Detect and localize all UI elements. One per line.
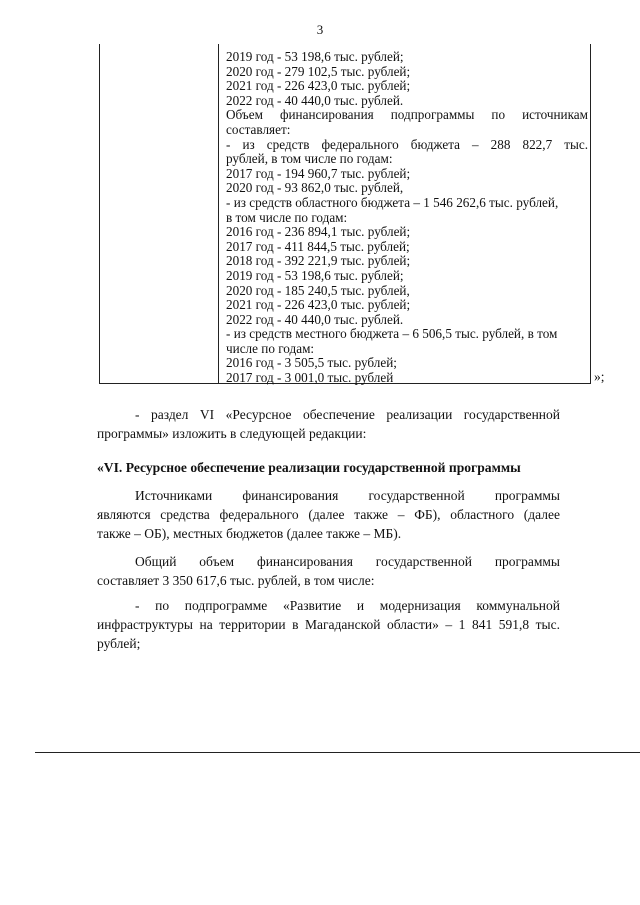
paragraph-subprogram xyxy=(97,596,560,653)
table-line: в том числе по годам: xyxy=(226,209,348,225)
paragraph-total xyxy=(97,552,560,590)
paragraph-line: - по подпрограмме «Развитие и модернизация коммунальной xyxy=(135,598,560,613)
table-line: - из средств местного бюджета – 6 506,5 тыс. рублей, в том xyxy=(226,326,558,342)
table-line: - из средств областного бюджета – 1 546 262,6 тыс. рублей, xyxy=(226,194,559,210)
paragraph-line: являются средства федерального (далее также – ФБ), областного (далее xyxy=(97,507,560,522)
table-line: 2020 год - 93 862,0 тыс. рублей, xyxy=(226,180,404,196)
table-line: составляет: xyxy=(226,121,291,137)
paragraph-sources xyxy=(97,486,560,543)
table-line: 2021 год - 226 423,0 тыс. рублей; xyxy=(226,297,411,313)
table-line: 2017 год - 194 960,7 тыс. рублей; xyxy=(226,165,411,181)
paragraph-line: также – ОБ), местных бюджетов (далее также – МБ). xyxy=(97,526,402,541)
table-line: числе по годам: xyxy=(226,340,315,356)
table-column-divider xyxy=(218,44,219,383)
closing-quote: »; xyxy=(594,369,605,384)
table-line: 2019 год - 53 198,6 тыс. рублей; xyxy=(226,267,404,283)
table-line: рублей, в том числе по годам: xyxy=(226,151,393,167)
table-line: Объем финансирования подпрограммы по источникам xyxy=(226,107,588,123)
table-line: 2016 год - 3 505,5 тыс. рублей; xyxy=(226,355,397,371)
paragraph-line: инфраструктуры на территории в Магаданской области» – 1 841 591,8 тыс. xyxy=(97,617,560,632)
paragraph-section-instruction xyxy=(97,405,560,443)
table-line: 2020 год - 279 102,5 тыс. рублей; xyxy=(226,63,411,79)
table-line: 2017 год - 411 844,5 тыс. рублей; xyxy=(226,238,410,254)
page-number: 3 xyxy=(316,22,324,37)
table-line: 2019 год - 53 198,6 тыс. рублей; xyxy=(226,49,404,64)
table-line: 2021 год - 226 423,0 тыс. рублей; xyxy=(226,78,411,94)
table-line: 2020 год - 185 240,5 тыс. рублей, xyxy=(226,282,410,298)
paragraph-line: рублей; xyxy=(97,636,141,651)
table-line: 2017 год - 3 001,0 тыс. рублей xyxy=(226,370,394,386)
table-line: 2018 год - 392 221,9 тыс. рублей; xyxy=(226,253,411,269)
paragraph-line: - раздел VI «Ресурсное обеспечение реализации государственной xyxy=(135,407,560,422)
table-line: - из средств федерального бюджета – 288 822,7 тыс. xyxy=(226,136,588,152)
section-heading: «VI. Ресурсное обеспечение реализации государственной программы xyxy=(97,460,521,475)
paragraph-line: Общий объем финансирования государственной программы xyxy=(135,554,560,569)
table-line: 2016 год - 236 894,1 тыс. рублей; xyxy=(226,224,411,240)
paragraph-line: составляет 3 350 617,6 тыс. рублей, в том числе: xyxy=(97,573,375,588)
page-bottom-rule xyxy=(35,752,640,753)
table-line: 2022 год - 40 440,0 тыс. рублей. xyxy=(226,311,404,327)
table-cell-financing xyxy=(226,50,588,386)
paragraph-line: программы» изложить в следующей редакции: xyxy=(97,426,367,441)
paragraph-line: Источниками финансирования государственной программы xyxy=(135,488,560,503)
financing-table xyxy=(99,44,591,384)
table-line: 2022 год - 40 440,0 тыс. рублей. xyxy=(226,92,404,108)
